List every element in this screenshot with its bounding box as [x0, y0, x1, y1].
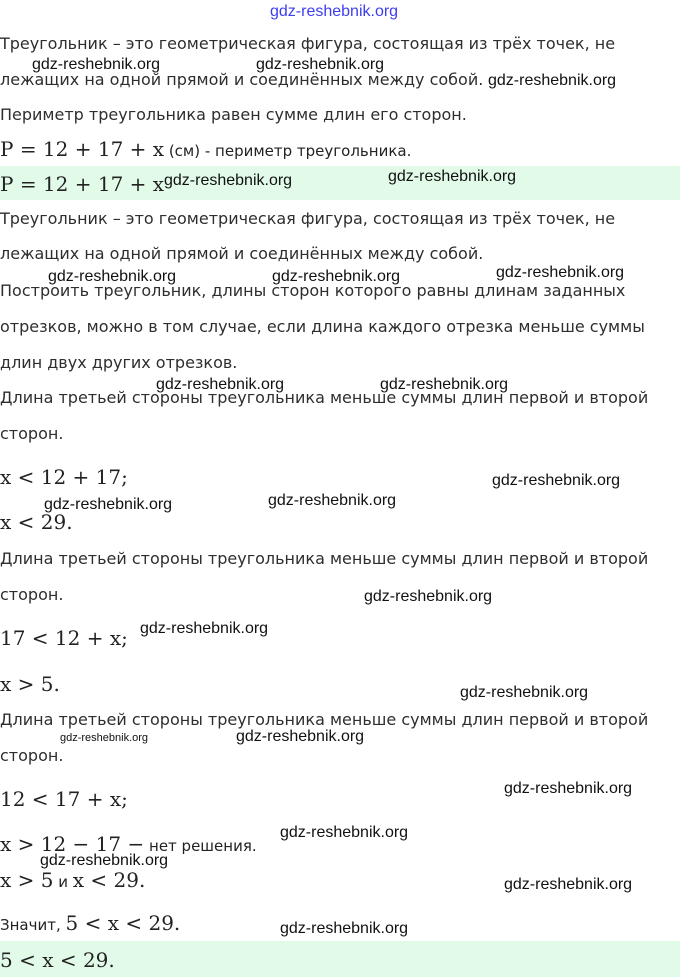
watermark-text: gdz-reshebnik.org — [268, 492, 397, 509]
third-side-rule-3-line-2: сторон. — [0, 746, 64, 765]
third-side-rule-1-line-2: сторон. — [0, 424, 64, 443]
watermark-text: gdz-reshebnik.org — [504, 876, 633, 893]
and-word: и — [53, 873, 73, 891]
definition-line-2: лежащих на одной прямой и соединённых между собой. — [0, 70, 484, 89]
inequality-4: x > 5. — [0, 672, 60, 696]
definition-line-1: Треугольник – это геометрическая фигура, состоящая из трёх точек, не — [0, 34, 616, 53]
inequality-6: x > 12 − 17 − — [0, 832, 145, 856]
third-side-rule-3-line-1: Длина третьей стороны треугольника меньше суммы длин первой и второй — [0, 710, 649, 729]
no-solution-note: нет решения. — [144, 837, 257, 855]
third-side-rule-1-line-1: Длина третьей стороны треугольника меньше суммы длин первой и второй — [0, 388, 649, 407]
third-side-rule-2-line-2: сторон. — [0, 585, 64, 604]
inequality-7-line — [0, 868, 145, 894]
inequality-3: 17 < 12 + x; — [0, 626, 128, 650]
watermark-text: gdz-reshebnik.org — [156, 376, 285, 393]
watermark-text: gdz-reshebnik.org — [256, 56, 385, 73]
inequality-7b: x < 29. — [72, 868, 146, 892]
watermark-text: gdz-reshebnik.org — [280, 824, 409, 841]
perimeter-answer: P = 12 + 17 + x — [0, 172, 165, 196]
watermark-text: gdz-reshebnik.org — [280, 920, 409, 937]
conclusion-prefix: Значит, — [0, 916, 66, 934]
watermark-text: gdz-reshebnik.org — [32, 56, 161, 73]
watermark-text: gdz-reshebnik.org — [388, 168, 517, 185]
inequality-2: x < 29. — [0, 510, 73, 534]
watermark-text: gdz-reshebnik.org — [236, 728, 365, 745]
watermark-text: gdz-reshebnik.org — [364, 588, 493, 605]
perimeter-formula: P = 12 + 17 + x — [0, 137, 165, 161]
definition-repeat-line-2: лежащих на одной прямой и соединённых между собой. — [0, 244, 484, 263]
watermark-text: gdz-reshebnik.org — [492, 472, 621, 489]
watermark-text: gdz-reshebnik.org — [164, 172, 293, 189]
watermark-text: gdz-reshebnik.org — [380, 376, 509, 393]
watermark-text: gdz-reshebnik.org — [48, 268, 177, 285]
inequality-1: x < 12 + 17; — [0, 465, 128, 489]
conclusion: 5 < x < 29. — [65, 911, 181, 935]
inequality-5: 12 < 17 + x; — [0, 787, 128, 811]
watermark-text: gdz-reshebnik.org — [460, 684, 589, 701]
watermark-text: gdz-reshebnik.org — [272, 268, 401, 285]
definition-repeat-line-1: Треугольник – это геометрическая фигура, состоящая из трёх точек, не — [0, 209, 616, 228]
watermark-text: gdz-reshebnik.org — [60, 732, 149, 744]
watermark-text: gdz-reshebnik.org — [504, 780, 633, 797]
watermark-text: gdz-reshebnik.org — [44, 496, 173, 513]
perimeter-formula-line — [0, 137, 411, 163]
inequality-7a: x > 5 — [0, 868, 54, 892]
third-side-rule-2-line-1: Длина третьей стороны треугольника меньше суммы длин первой и второй — [0, 549, 649, 568]
construction-rule-line-1: Построить треугольник, длины сторон которого равны длинам заданных — [0, 281, 626, 300]
construction-rule-line-3: длин двух других отрезков. — [0, 353, 238, 372]
construction-rule-line-2: отрезков, можно в том случае, если длина каждого отрезка меньше суммы — [0, 317, 645, 336]
top-watermark: gdz-reshebnik.org — [270, 3, 399, 20]
watermark-text: gdz-reshebnik.org — [488, 72, 617, 89]
watermark-text: gdz-reshebnik.org — [140, 620, 269, 637]
watermark-text: gdz-reshebnik.org — [40, 852, 169, 869]
watermark-text: gdz-reshebnik.org — [496, 264, 625, 281]
perimeter-note: (см) - периметр треугольника. — [164, 142, 412, 160]
conclusion-line — [0, 911, 180, 937]
final-answer: 5 < x < 29. — [0, 948, 115, 972]
perimeter-rule: Периметр треугольника равен сумме длин его сторон. — [0, 105, 467, 124]
